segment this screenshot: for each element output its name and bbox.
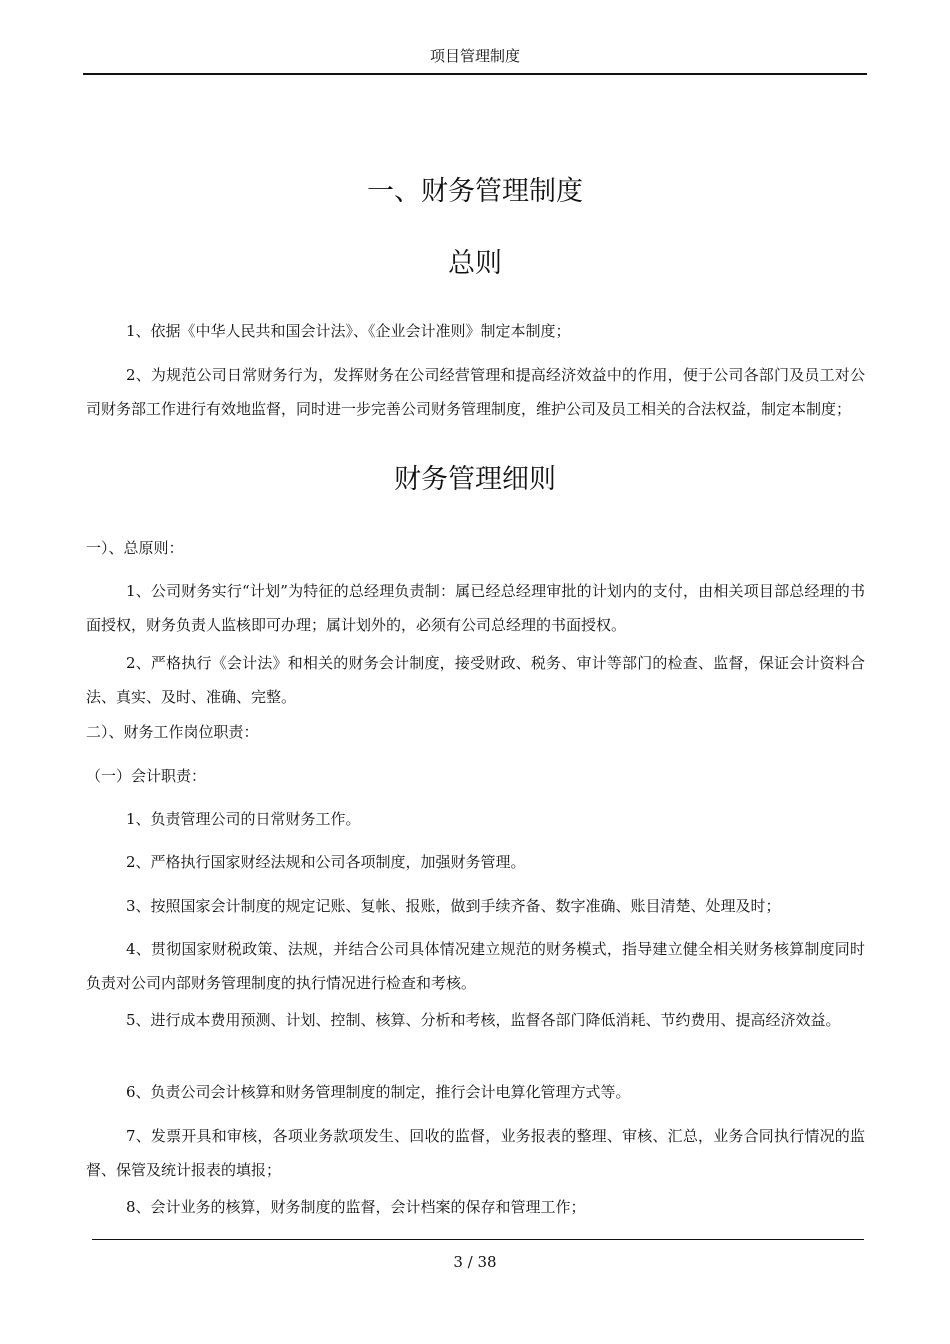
- list-item: 3、按照国家会计制度的规定记账、复帐、报账，做到手续齐备、数字准确、账目清楚、处理及时；: [126, 897, 781, 915]
- header-divider: [83, 73, 867, 75]
- list-item: 5、进行成本费用预测、计划、控制、核算、分析和考核，监督各部门降低消耗、节约费用、提高经济效益。: [126, 1011, 841, 1029]
- list-item: 7、发票开具和审核，各项业务款项发生、回收的监督，业务报表的整理、审核、汇总，业务合同执行情况的监督、保管及统计报表的填报；: [86, 1127, 865, 1179]
- section-title-details: 财务管理细则: [394, 464, 556, 495]
- list-item: 8、会计业务的核算，财务制度的监督，会计档案的保存和管理工作；: [126, 1198, 586, 1216]
- list-item: 2、严格执行国家财经法规和公司各项制度，加强财务管理。: [126, 853, 526, 871]
- paragraph: 1、依据《中华人民共和国会计法》、《企业会计准则》制定本制度；: [126, 322, 571, 340]
- part-heading: 一）、总原则：: [86, 539, 184, 557]
- list-item: 2、严格执行《会计法》和相关的财务会计制度，接受财政、税务、审计等部门的检查、监督，保证会计资料合法、真实、及时、准确、完整。: [86, 654, 865, 706]
- page-number: 3 / 38: [453, 1253, 497, 1271]
- main-title: 一、财务管理制度: [367, 176, 583, 207]
- list-item: 1、公司财务实行“计划”为特征的总经理负责制：属已经总经理审批的计划内的支付，由相关项目部总经理的书面授权，财务负责人监核即可办理；属计划外的，必须有公司总经理的书面授权。: [86, 582, 865, 634]
- paragraph: 2、为规范公司日常财务行为，发挥财务在公司经营管理和提高经济效益中的作用，便于公司各部门及员工对公司财务部工作进行有效地监督，同时进一步完善公司财务管理制度，维护公司及员工相关的合法权益，制定本制度；: [86, 366, 865, 418]
- list-item: 6、负责公司会计核算和财务管理制度的制定，推行会计电算化管理方式等。: [126, 1083, 631, 1101]
- section-title-general: 总则: [448, 248, 502, 279]
- list-item: 1、负责管理公司的日常财务工作。: [126, 810, 361, 828]
- list-item: 4、贯彻国家财税政策、法规，并结合公司具体情况建立规范的财务模式，指导建立健全相关财务核算制度同时负责对公司内部财务管理制度的执行情况进行检查和考核。: [86, 940, 865, 992]
- sub-heading: （一）会计职责：: [86, 767, 207, 785]
- part-heading: 二）、财务工作岗位职责：: [86, 723, 259, 741]
- footer-divider: [92, 1239, 864, 1240]
- page-header-title: 项目管理制度: [429, 47, 520, 65]
